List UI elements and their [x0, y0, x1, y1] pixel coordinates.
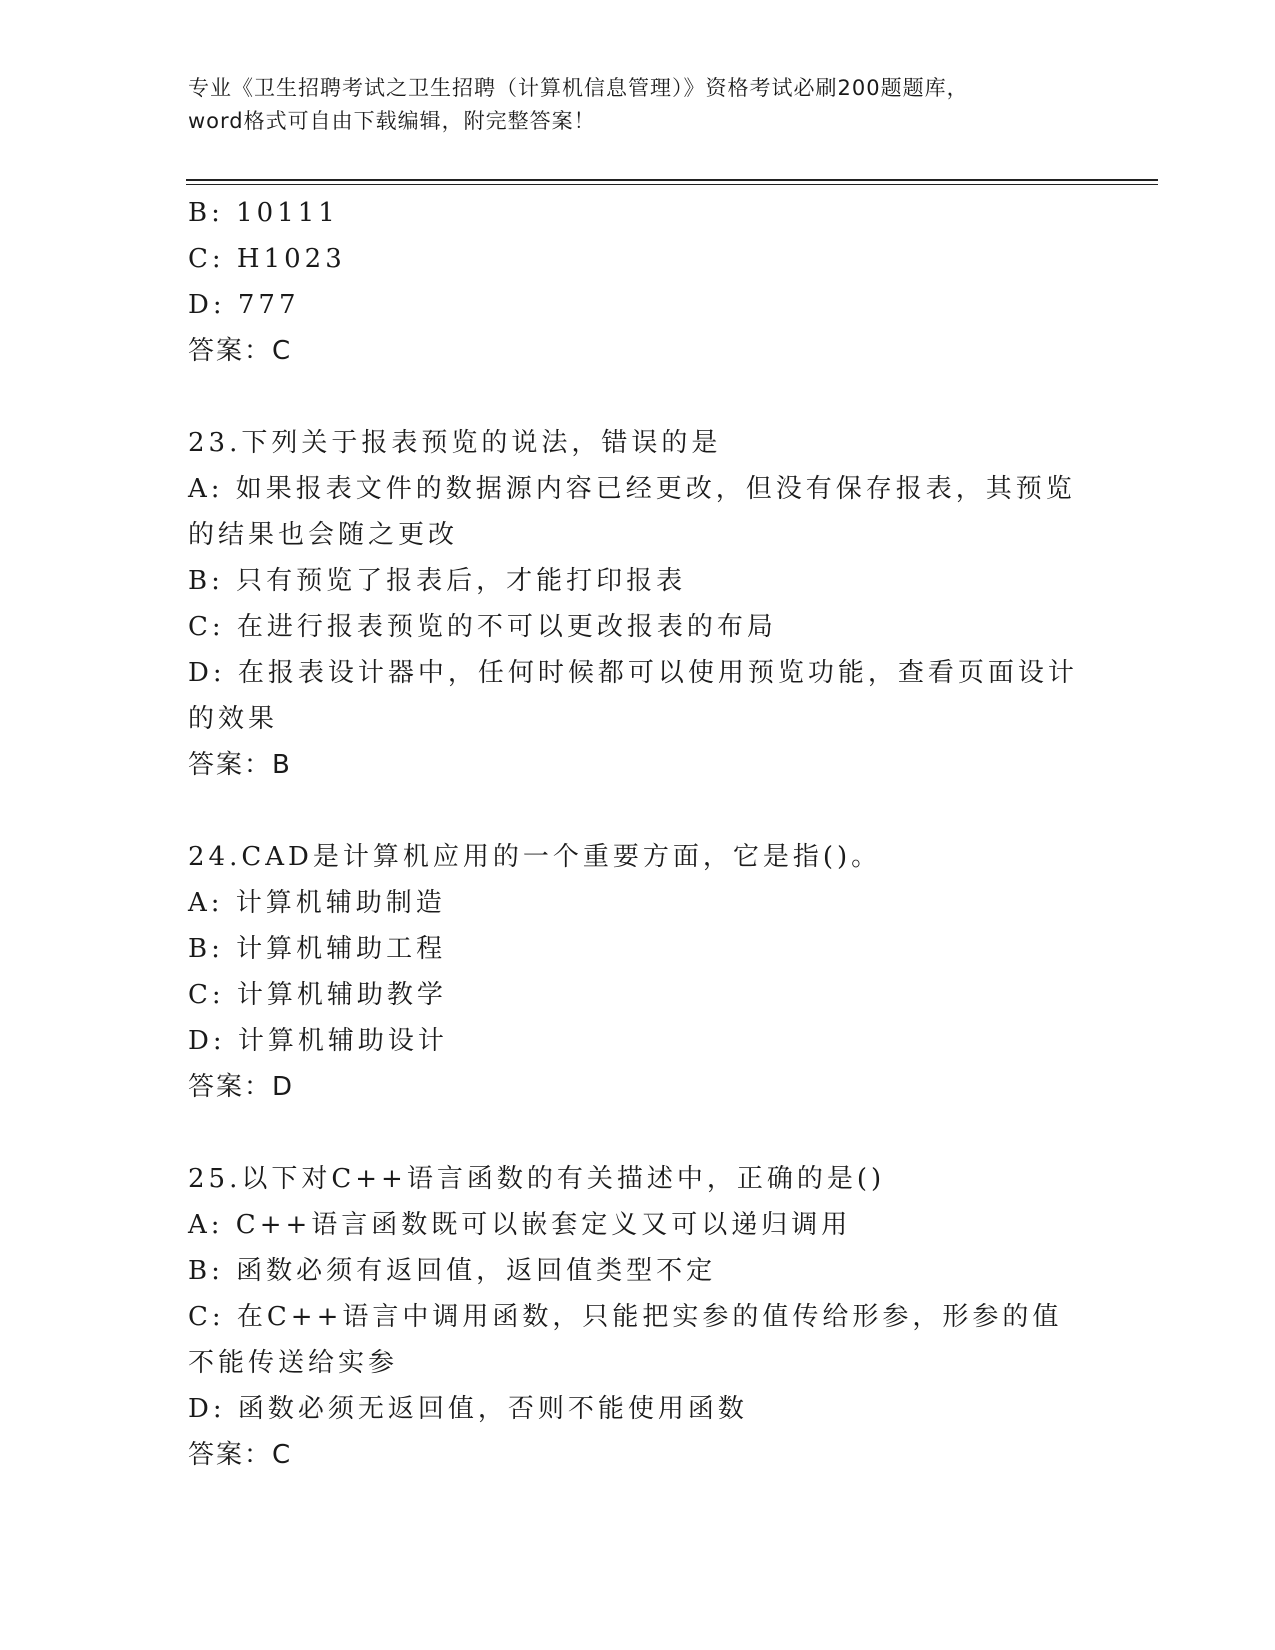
option-d: D: 计算机辅助设计: [188, 1026, 448, 1056]
question-23: [188, 420, 1088, 788]
question-22-continued: [188, 190, 1088, 374]
option-c: C: 计算机辅助教学: [188, 980, 447, 1010]
question-spacer: [188, 1110, 1088, 1156]
option-a: A: 如果报表文件的数据源内容已经更改，但没有保存报表，其预览的结果也会随之更改: [188, 474, 1076, 550]
option-c: C: 在进行报表预览的不可以更改报表的布局: [188, 612, 777, 642]
answer-line: 答案：B: [188, 750, 292, 780]
question-stem: 23.下列关于报表预览的说法，错误的是: [188, 428, 722, 458]
header-divider-thin: [186, 184, 1158, 185]
answer-line: 答案：C: [188, 336, 293, 366]
question-25: [188, 1156, 1088, 1478]
option-d: D: 在报表设计器中，任何时候都可以使用预览功能，查看页面设计的效果: [188, 658, 1078, 734]
header-title-line-2: word格式可自由下载编辑，附完整答案！: [188, 109, 596, 133]
question-spacer: [188, 374, 1088, 420]
document-header: [188, 72, 1088, 138]
header-divider-thick: [186, 179, 1158, 181]
option-a: A: C++语言函数既可以嵌套定义又可以递归调用: [188, 1210, 852, 1240]
option-b: B: 10111: [188, 198, 339, 228]
option-b: B: 函数必须有返回值，返回值类型不定: [188, 1256, 717, 1286]
option-c: C: 在C++语言中调用函数，只能把实参的值传给形参，形参的值不能传送给实参: [188, 1302, 1063, 1378]
option-b: B: 计算机辅助工程: [188, 934, 447, 964]
option-d: D: 777: [188, 290, 300, 320]
question-content: [188, 190, 1088, 1478]
question-stem: 25.以下对C++语言函数的有关描述中，正确的是(): [188, 1164, 886, 1194]
option-b: B: 只有预览了报表后，才能打印报表: [188, 566, 687, 596]
answer-line: 答案：C: [188, 1440, 293, 1470]
option-d: D: 函数必须无返回值，否则不能使用函数: [188, 1394, 748, 1424]
question-stem: 24.CAD是计算机应用的一个重要方面，它是指()。: [188, 842, 882, 872]
answer-line: 答案：D: [188, 1072, 295, 1102]
question-24: [188, 834, 1088, 1110]
option-c: C: H1023: [188, 244, 346, 274]
question-spacer: [188, 788, 1088, 834]
header-title-line-1: 专业《卫生招聘考试之卫生招聘（计算机信息管理）》资格考试必刷200题题库，: [188, 76, 969, 100]
option-a: A: 计算机辅助制造: [188, 888, 446, 918]
